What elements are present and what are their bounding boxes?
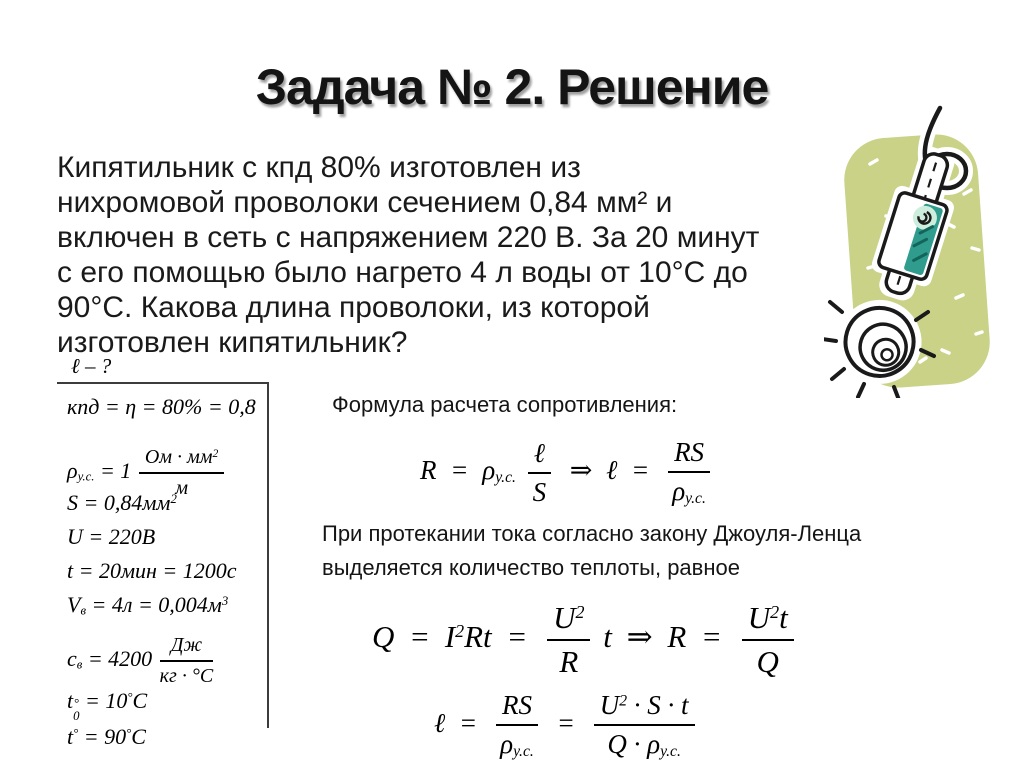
implies-arrow: ⇒ (626, 619, 653, 655)
given-temp-final: t° = 90°С (67, 724, 146, 749)
given-horizontal-rule (57, 382, 269, 384)
rho-num-exponent: 2 (212, 446, 219, 460)
heat-capacity-fraction: $\frac{Дж}{кг \cdot ^\circ С}$ (159, 634, 214, 687)
final-formula: ℓ = $\frac{RS}{\rho у.с.}$ = $\frac{U^2 \cdot S \cdot t}{Q \cdot \rho у.с.}$ (434, 690, 700, 761)
joule-formula: $Q = I^2Rt$ = $\frac{U^2}{R}$ t ⇒ R = $\frac{U^2t}{Q}$ (372, 600, 799, 680)
rs-over-rho-fraction: $\frac{RS}{\rho у.с.}$ (668, 437, 710, 508)
joule-text (322, 517, 861, 585)
resistance-formula: R = ρу.с. $\frac{\text{ℓ}}{S}$ ⇒ ℓ = $\frac{RS}{\rho у.с.}$ (420, 437, 715, 508)
given-heat-capacity: cв = 4200 $\frac{Дж}{кг \cdot ^\circ С}$ (67, 634, 214, 687)
resistance-header: Формула расчета сопротивления: (332, 392, 678, 417)
implies-arrow: ⇒ (569, 454, 593, 485)
given-vertical-rule (267, 382, 269, 728)
problem-line: нихромовой проволоки сечением 0,84 мм² и (57, 186, 673, 219)
rs-over-rho-fraction: $\frac{RS}{\rho у.с.}$ (496, 690, 538, 761)
rho-symbol: ρ (67, 458, 78, 484)
rho-value: = 1 (99, 458, 132, 484)
problem-line: 90°С. Какова длина проволоки, из которой (57, 291, 650, 324)
u2st-over-qrho-fraction: $\frac{U^2 \cdot S \cdot t}{Q \cdot \rho у.с.}$ (594, 690, 695, 761)
given-temp-initial: t ° 0 = 10°С (67, 688, 148, 723)
given-question: ℓ – ? (71, 354, 112, 378)
problem-line: Кипятильник с кпд 80% изготовлен из (57, 151, 581, 184)
given-voltage: U = 220В (67, 524, 156, 549)
given-area: $S = 0,84мм^2$ (67, 490, 177, 515)
joule-line: При протекании тока согласно закону Джоуля-Ленца (322, 521, 862, 546)
joule-line: выделяется количество теплоты, равное (322, 555, 740, 580)
rho-subscript: у.с. (77, 469, 95, 484)
slide-title: Задача № 2. Решение (255, 59, 769, 115)
given-volume: Vв = $4л = 0,004м^3$ (67, 592, 229, 618)
problem-line: изготовлен кипятильник? (57, 326, 408, 359)
u2t-over-q-fraction: $\frac{U^2t}{Q}$ (742, 600, 794, 680)
problem-text (57, 150, 857, 360)
rho-denominator: м (175, 477, 188, 499)
rho-numerator: Ом · мм (144, 446, 213, 468)
problem-line: с его помощью было нагрето 4 л воды от 10°С до (57, 256, 748, 289)
problem-line: включен в сеть с напряжением 220 В. За 20 минут (57, 221, 760, 254)
given-time: t = 20мин = 1200с (67, 558, 237, 583)
given-efficiency: кпд = η = 80% = 0,8 (67, 394, 256, 419)
u2-over-r-fraction: $\frac{U^2}{R}$ (547, 600, 590, 680)
heater-image (824, 98, 1024, 398)
length-over-area-fraction: $\frac{\text{ℓ}}{S}$ (528, 438, 551, 508)
